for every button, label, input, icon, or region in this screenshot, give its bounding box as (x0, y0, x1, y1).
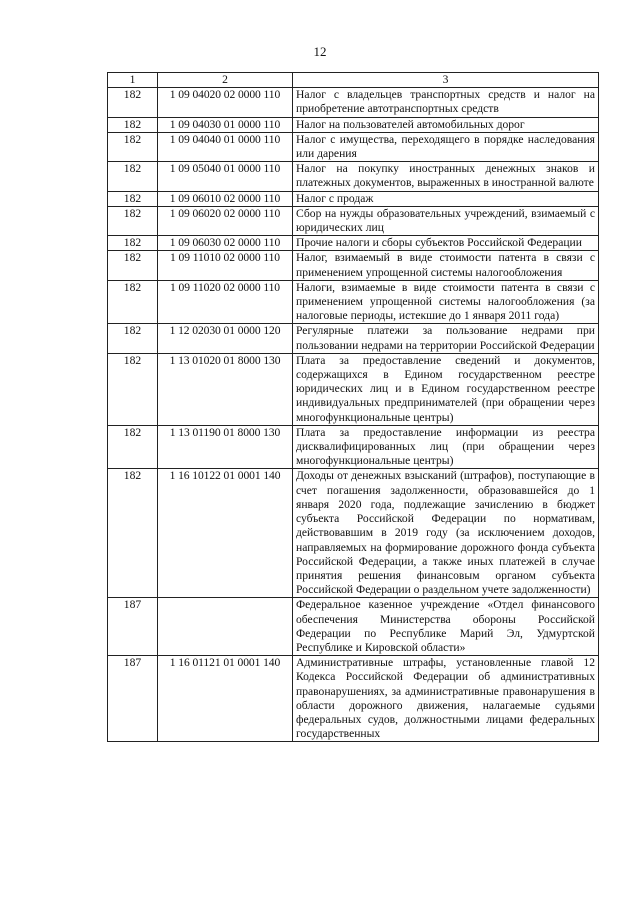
table-row (108, 191, 599, 206)
income-name: Налог на пользователей автомобильных дорог (293, 117, 599, 132)
admin-code: 182 (108, 117, 158, 132)
income-name: Налог с владельцев транспортных средств и налог на приобретение автотранспортных средств (293, 88, 599, 117)
table-row (108, 206, 599, 235)
table-row (108, 656, 599, 742)
budget-code: 1 09 11020 02 0000 110 (158, 280, 293, 324)
budget-code: 1 09 06010 02 0000 110 (158, 191, 293, 206)
admin-code: 182 (108, 191, 158, 206)
table-row (108, 88, 599, 117)
header-col-2: 2 (158, 73, 293, 88)
table-row (108, 132, 599, 161)
table-row (108, 324, 599, 353)
table-header-row (108, 73, 599, 88)
income-name: Административные штрафы, установленные главой 12 Кодекса Российской Федерации об административных правонарушениях, за административные правонарушения в области дорожного движения, налагаемые судьями федеральных судов, должностными лицами федеральных государственных (293, 656, 599, 742)
header-col-3: 3 (293, 73, 599, 88)
table-row (108, 117, 599, 132)
income-name: Налог с имущества, переходящего в порядке наследования или дарения (293, 132, 599, 161)
admin-code: 182 (108, 162, 158, 191)
admin-code: 182 (108, 251, 158, 280)
admin-code: 182 (108, 469, 158, 598)
admin-code: 182 (108, 280, 158, 324)
admin-code: 187 (108, 598, 158, 656)
income-name: Налог с продаж (293, 191, 599, 206)
table-row (108, 251, 599, 280)
budget-code: 1 09 06020 02 0000 110 (158, 206, 293, 235)
table-row (108, 353, 599, 425)
income-name: Плата за предоставление информации из реестра дисквалифицированных лиц (при обращении через многофункциональные центры) (293, 425, 599, 469)
table-row (108, 162, 599, 191)
admin-code: 182 (108, 132, 158, 161)
income-name: Федеральное казенное учреждение «Отдел финансового обеспечения Министерства обороны Российской Федерации по Республике Марий Эл, Удмуртской Республике и Кировской области» (293, 598, 599, 656)
budget-code (158, 598, 293, 656)
income-name: Налог, взимаемый в виде стоимости патента в связи с применением упрощенной системы налогообложения (293, 251, 599, 280)
budget-code: 1 16 10122 01 0001 140 (158, 469, 293, 598)
budget-code: 1 09 04030 01 0000 110 (158, 117, 293, 132)
table-row (108, 469, 599, 598)
income-name: Плата за предоставление сведений и документов, содержащихся в Едином государственном реестре юридических лиц и в Едином государственном реестре индивидуальных предпринимателей (при обращении через многофункциональные центры) (293, 353, 599, 425)
admin-code: 182 (108, 324, 158, 353)
budget-code: 1 12 02030 01 0000 120 (158, 324, 293, 353)
admin-code: 182 (108, 206, 158, 235)
income-name: Регулярные платежи за пользование недрами при пользовании недрами на территории Российской Федерации (293, 324, 599, 353)
table-row (108, 280, 599, 324)
budget-code: 1 09 11010 02 0000 110 (158, 251, 293, 280)
admin-code: 182 (108, 88, 158, 117)
admin-code: 182 (108, 353, 158, 425)
budget-code: 1 13 01190 01 8000 130 (158, 425, 293, 469)
header-col-1: 1 (108, 73, 158, 88)
page-number: 12 (313, 44, 327, 59)
budget-code: 1 13 01020 01 8000 130 (158, 353, 293, 425)
budget-code: 1 16 01121 01 0001 140 (158, 656, 293, 742)
income-name: Налог на покупку иностранных денежных знаков и платежных документов, выраженных в иностранной валюте (293, 162, 599, 191)
admin-code: 187 (108, 656, 158, 742)
income-name: Сбор на нужды образовательных учреждений, взимаемый с юридических лиц (293, 206, 599, 235)
admin-code: 182 (108, 236, 158, 251)
budget-code: 1 09 06030 02 0000 110 (158, 236, 293, 251)
table-row (108, 236, 599, 251)
admin-code: 182 (108, 425, 158, 469)
income-name: Прочие налоги и сборы субъектов Российской Федерации (293, 236, 599, 251)
table-row (108, 598, 599, 656)
budget-code: 1 09 04040 01 0000 110 (158, 132, 293, 161)
budget-classification-table (107, 72, 599, 742)
budget-code: 1 09 04020 02 0000 110 (158, 88, 293, 117)
table-row (108, 425, 599, 469)
income-name: Налоги, взимаемые в виде стоимости патента в связи с применением упрощенной системы налогообложения (за налоговые периоды, истекшие до 1 января 2011 года) (293, 280, 599, 324)
income-name: Доходы от денежных взысканий (штрафов), поступающие в счет погашения задолженности, образовавшейся до 1 января 2020 года, подлежащие зачислению в бюджет субъекта Российской Федерации по нормативам, действовавшим в 2019 году (за исключением доходов, направляемых на формирование дорожного фонда субъекта Российской Федерации, а также иных платежей в случае принятия решения финансовым органом субъекта Российской Федерации о раздельном учете задолженности) (293, 469, 599, 598)
budget-code: 1 09 05040 01 0000 110 (158, 162, 293, 191)
